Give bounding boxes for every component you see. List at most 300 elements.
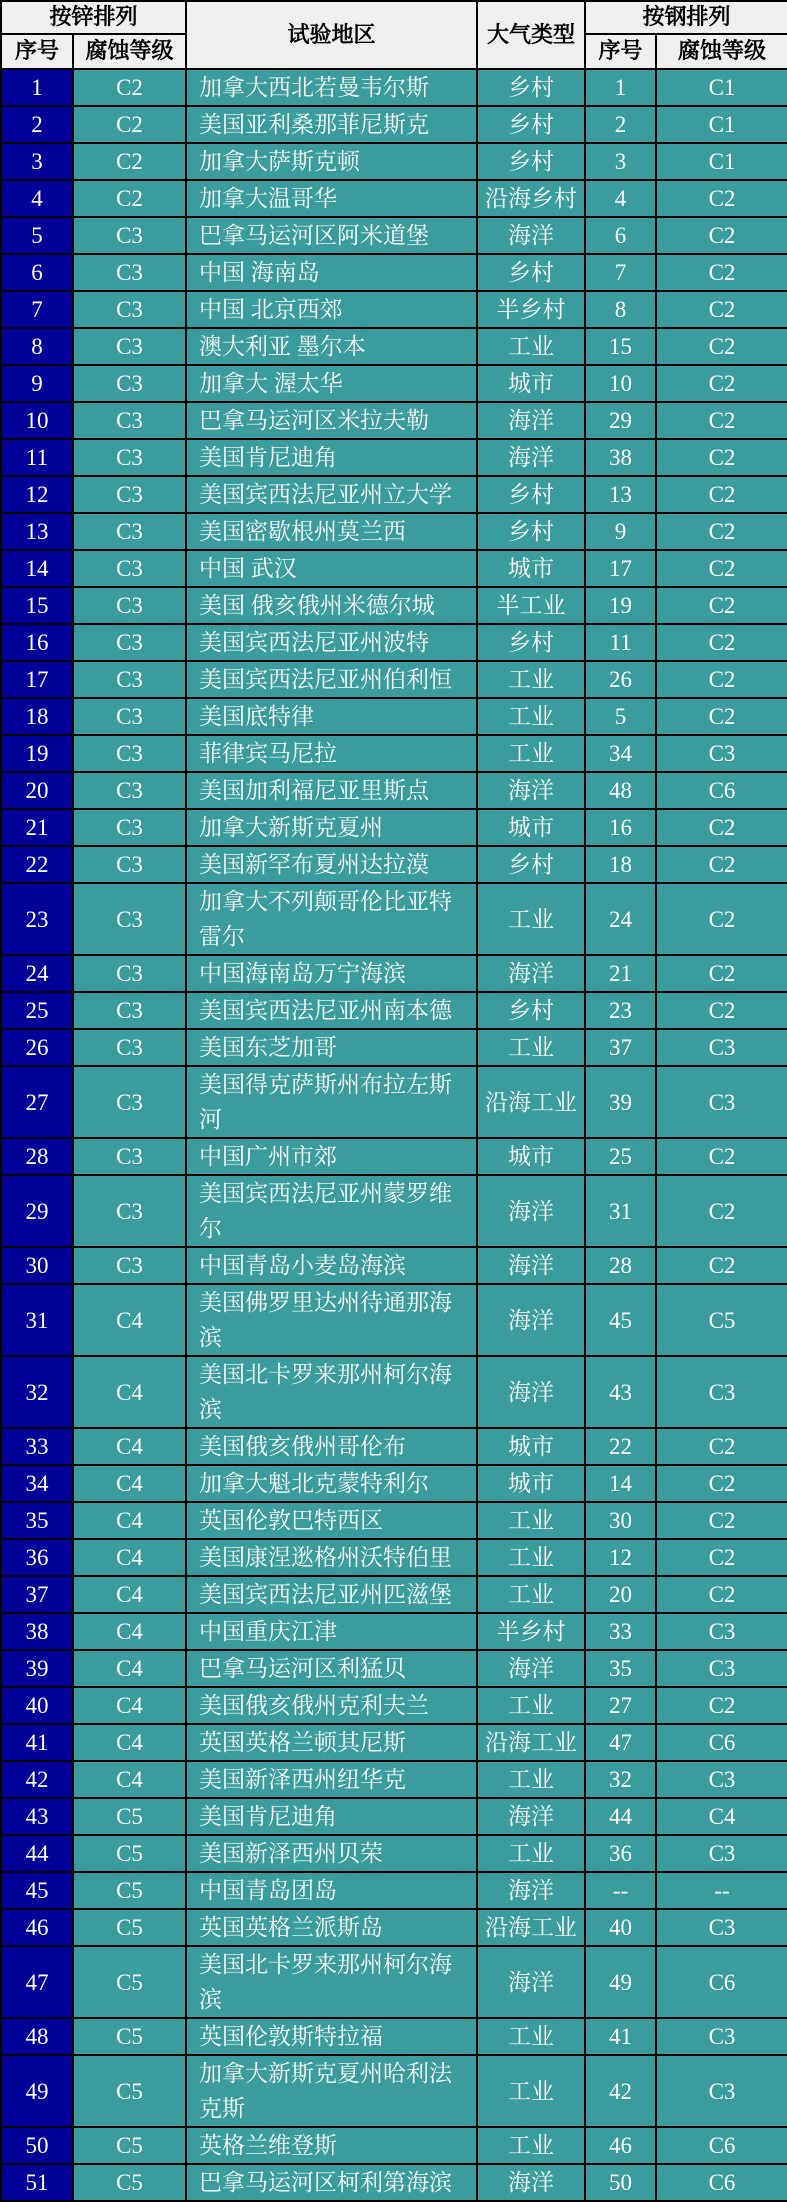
zinc-rank-cell: 3 [1, 143, 73, 180]
atmosphere-cell: 海洋 [477, 1356, 585, 1428]
atmosphere-cell: 工业 [477, 2055, 585, 2127]
steel-rank-cell: 32 [585, 1761, 656, 1798]
steel-rank-cell: 42 [585, 2055, 656, 2127]
atmosphere-cell: 海洋 [477, 1175, 585, 1247]
atmosphere-cell: 海洋 [477, 1247, 585, 1284]
region-cell: 中国 武汉 [186, 550, 477, 587]
zinc-rank-cell: 31 [1, 1284, 73, 1356]
region-cell: 美国肯尼迪角 [186, 1798, 477, 1835]
atmosphere-cell: 沿海乡村 [477, 180, 585, 217]
region-cell: 中国重庆江津 [186, 1613, 477, 1650]
zinc-grade-cell: C4 [73, 1428, 186, 1465]
region-cell: 英国英格兰派斯岛 [186, 1909, 477, 1946]
table-row [1, 106, 787, 143]
steel-rank-cell: 6 [585, 217, 656, 254]
table-row [1, 439, 787, 476]
zinc-grade-cell: C5 [73, 2018, 186, 2055]
atmosphere-cell: 乡村 [477, 513, 585, 550]
zinc-grade-cell: C3 [73, 328, 186, 365]
atmosphere-cell: 海洋 [477, 1284, 585, 1356]
zinc-group-header: 按锌排列 [1, 1, 186, 34]
steel-rank-cell: 44 [585, 1798, 656, 1835]
atmosphere-cell: 沿海工业 [477, 1724, 585, 1761]
steel-rank-cell: 34 [585, 735, 656, 772]
region-cell: 中国青岛小麦岛海滨 [186, 1247, 477, 1284]
steel-rank-cell: 50 [585, 2164, 656, 2201]
region-cell: 美国俄亥俄州哥伦布 [186, 1428, 477, 1465]
region-cell: 美国底特律 [186, 698, 477, 735]
zinc-grade-cell: C3 [73, 550, 186, 587]
zinc-grade-cell: C3 [73, 735, 186, 772]
zinc-index-header: 序号 [1, 34, 73, 69]
table-row [1, 143, 787, 180]
zinc-rank-cell: 34 [1, 1465, 73, 1502]
steel-grade-cell: C6 [656, 2127, 787, 2164]
region-cell: 美国北卡罗来那州柯尔海滨 [186, 1946, 477, 2018]
steel-grade-cell: C3 [656, 1029, 787, 1066]
steel-grade-cell: C3 [656, 735, 787, 772]
region-cell: 巴拿马运河区柯利第海滨 [186, 2164, 477, 2201]
atmosphere-cell: 工业 [477, 1502, 585, 1539]
zinc-grade-cell: C5 [73, 1946, 186, 2018]
steel-grade-cell: C6 [656, 772, 787, 809]
region-cell: 加拿大西北若曼韦尔斯 [186, 69, 477, 106]
region-cell: 美国 俄亥俄州米德尔城 [186, 587, 477, 624]
zinc-grade-cell: C3 [73, 1175, 186, 1247]
zinc-rank-cell: 16 [1, 624, 73, 661]
zinc-grade-header: 腐蚀等级 [73, 34, 186, 69]
table-row [1, 1138, 787, 1175]
zinc-rank-cell: 1 [1, 69, 73, 106]
region-cell: 美国新泽西州贝荣 [186, 1835, 477, 1872]
zinc-grade-cell: C5 [73, 2127, 186, 2164]
zinc-rank-cell: 41 [1, 1724, 73, 1761]
zinc-rank-cell: 37 [1, 1576, 73, 1613]
atmosphere-cell: 乡村 [477, 992, 585, 1029]
region-cell: 加拿大萨斯克顿 [186, 143, 477, 180]
steel-rank-cell: 7 [585, 254, 656, 291]
region-cell: 美国肯尼迪角 [186, 439, 477, 476]
steel-grade-cell: C3 [656, 1356, 787, 1428]
atmosphere-cell: 城市 [477, 550, 585, 587]
zinc-rank-cell: 15 [1, 587, 73, 624]
zinc-rank-cell: 8 [1, 328, 73, 365]
atmosphere-cell: 半工业 [477, 587, 585, 624]
steel-grade-cell: C2 [656, 439, 787, 476]
atmosphere-cell: 沿海工业 [477, 1066, 585, 1138]
steel-grade-cell: C2 [656, 1687, 787, 1724]
region-cell: 美国得克萨斯州布拉左斯河 [186, 1066, 477, 1138]
steel-grade-cell: C6 [656, 1946, 787, 2018]
table-row [1, 698, 787, 735]
region-cell: 巴拿马运河区利猛贝 [186, 1650, 477, 1687]
zinc-grade-cell: C3 [73, 217, 186, 254]
table-row [1, 587, 787, 624]
atmosphere-cell: 海洋 [477, 1798, 585, 1835]
zinc-grade-cell: C5 [73, 1835, 186, 1872]
zinc-rank-cell: 26 [1, 1029, 73, 1066]
zinc-rank-cell: 45 [1, 1872, 73, 1909]
region-cell: 美国新泽西州纽华克 [186, 1761, 477, 1798]
table-row [1, 402, 787, 439]
zinc-rank-cell: 43 [1, 1798, 73, 1835]
steel-rank-cell: 5 [585, 698, 656, 735]
table-row [1, 1687, 787, 1724]
table-row [1, 2018, 787, 2055]
steel-grade-cell: C2 [656, 698, 787, 735]
table-row [1, 476, 787, 513]
table-row [1, 883, 787, 955]
table-row [1, 291, 787, 328]
zinc-grade-cell: C3 [73, 772, 186, 809]
atmosphere-cell: 海洋 [477, 402, 585, 439]
region-cell: 美国亚利桑那菲尼斯克 [186, 106, 477, 143]
table-row [1, 69, 787, 106]
table-row [1, 1539, 787, 1576]
zinc-rank-cell: 32 [1, 1356, 73, 1428]
zinc-rank-cell: 17 [1, 661, 73, 698]
steel-rank-cell: 18 [585, 846, 656, 883]
zinc-rank-cell: 33 [1, 1428, 73, 1465]
steel-rank-cell: 37 [585, 1029, 656, 1066]
region-cell: 加拿大新斯克夏州哈利法克斯 [186, 2055, 477, 2127]
steel-grade-cell: C3 [656, 1761, 787, 1798]
zinc-grade-cell: C4 [73, 1284, 186, 1356]
steel-grade-cell: C2 [656, 846, 787, 883]
steel-rank-cell: 38 [585, 439, 656, 476]
steel-grade-cell: C2 [656, 254, 787, 291]
zinc-grade-cell: C3 [73, 1029, 186, 1066]
zinc-grade-cell: C2 [73, 106, 186, 143]
steel-group-header: 按钢排列 [585, 1, 787, 34]
zinc-rank-cell: 2 [1, 106, 73, 143]
zinc-grade-cell: C5 [73, 1909, 186, 1946]
steel-grade-cell: C3 [656, 1066, 787, 1138]
zinc-rank-cell: 19 [1, 735, 73, 772]
atmosphere-cell: 海洋 [477, 955, 585, 992]
steel-grade-cell: C2 [656, 809, 787, 846]
table-row [1, 328, 787, 365]
zinc-rank-cell: 50 [1, 2127, 73, 2164]
atmosphere-cell: 海洋 [477, 439, 585, 476]
zinc-rank-cell: 21 [1, 809, 73, 846]
atmosphere-cell: 工业 [477, 2127, 585, 2164]
zinc-grade-cell: C4 [73, 1356, 186, 1428]
zinc-rank-cell: 38 [1, 1613, 73, 1650]
zinc-grade-cell: C3 [73, 402, 186, 439]
zinc-grade-cell: C4 [73, 1650, 186, 1687]
region-cell: 美国宾西法尼亚州伯利恒 [186, 661, 477, 698]
steel-grade-cell: C2 [656, 365, 787, 402]
zinc-grade-cell: C5 [73, 2055, 186, 2127]
region-cell: 加拿大新斯克夏州 [186, 809, 477, 846]
region-cell: 加拿大温哥华 [186, 180, 477, 217]
region-cell: 加拿大不列颠哥伦比亚特雷尔 [186, 883, 477, 955]
steel-grade-cell: C2 [656, 1502, 787, 1539]
steel-rank-cell: 22 [585, 1428, 656, 1465]
table-row [1, 254, 787, 291]
steel-rank-cell: 45 [585, 1284, 656, 1356]
steel-rank-cell: 43 [585, 1356, 656, 1428]
steel-grade-cell: C6 [656, 2164, 787, 2201]
steel-rank-cell: 14 [585, 1465, 656, 1502]
zinc-rank-cell: 9 [1, 365, 73, 402]
atmosphere-cell: 海洋 [477, 772, 585, 809]
zinc-rank-cell: 39 [1, 1650, 73, 1687]
zinc-grade-cell: C4 [73, 1687, 186, 1724]
atmosphere-cell: 半乡村 [477, 1613, 585, 1650]
zinc-rank-cell: 4 [1, 180, 73, 217]
zinc-grade-cell: C4 [73, 1465, 186, 1502]
steel-rank-cell: 31 [585, 1175, 656, 1247]
steel-grade-cell: C2 [656, 1576, 787, 1613]
atmosphere-cell: 乡村 [477, 143, 585, 180]
table-row [1, 624, 787, 661]
steel-rank-cell: 47 [585, 1724, 656, 1761]
table-row [1, 735, 787, 772]
zinc-grade-cell: C3 [73, 587, 186, 624]
atmosphere-cell: 工业 [477, 2018, 585, 2055]
atmosphere-cell: 乡村 [477, 624, 585, 661]
table-row [1, 1835, 787, 1872]
zinc-grade-cell: C3 [73, 439, 186, 476]
steel-rank-cell: 13 [585, 476, 656, 513]
steel-grade-cell: C2 [656, 587, 787, 624]
zinc-grade-cell: C3 [73, 883, 186, 955]
atmosphere-cell: 工业 [477, 735, 585, 772]
region-cell: 加拿大 渥太华 [186, 365, 477, 402]
zinc-grade-cell: C5 [73, 1872, 186, 1909]
zinc-grade-cell: C3 [73, 1247, 186, 1284]
atmosphere-cell: 工业 [477, 1539, 585, 1576]
table-row [1, 1284, 787, 1356]
steel-rank-cell: 49 [585, 1946, 656, 2018]
steel-grade-cell: C2 [656, 661, 787, 698]
zinc-rank-cell: 24 [1, 955, 73, 992]
table-header [1, 1, 787, 69]
region-cell: 美国宾西法尼亚州立大学 [186, 476, 477, 513]
atmosphere-cell: 沿海工业 [477, 1909, 585, 1946]
region-cell: 美国密歇根州莫兰西 [186, 513, 477, 550]
table-row [1, 217, 787, 254]
steel-grade-cell: -- [656, 1872, 787, 1909]
atmosphere-cell: 工业 [477, 883, 585, 955]
steel-rank-cell: 24 [585, 883, 656, 955]
region-cell: 加拿大魁北克蒙特利尔 [186, 1465, 477, 1502]
zinc-rank-cell: 27 [1, 1066, 73, 1138]
atmosphere-cell: 城市 [477, 1465, 585, 1502]
steel-grade-cell: C2 [656, 1247, 787, 1284]
atmosphere-cell: 半乡村 [477, 291, 585, 328]
zinc-grade-cell: C3 [73, 955, 186, 992]
zinc-grade-cell: C2 [73, 143, 186, 180]
table-row [1, 1872, 787, 1909]
table-row [1, 1029, 787, 1066]
steel-grade-cell: C1 [656, 143, 787, 180]
zinc-rank-cell: 51 [1, 2164, 73, 2201]
table-row [1, 513, 787, 550]
table-row [1, 1909, 787, 1946]
steel-grade-cell: C2 [656, 1539, 787, 1576]
zinc-rank-cell: 28 [1, 1138, 73, 1175]
region-cell: 巴拿马运河区米拉夫勒 [186, 402, 477, 439]
atmosphere-cell: 城市 [477, 365, 585, 402]
region-cell: 美国宾西法尼亚州匹滋堡 [186, 1576, 477, 1613]
atmosphere-cell: 工业 [477, 1761, 585, 1798]
atmosphere-cell: 城市 [477, 1428, 585, 1465]
table-row [1, 1724, 787, 1761]
table-row [1, 550, 787, 587]
atmosphere-cell: 城市 [477, 809, 585, 846]
zinc-grade-cell: C4 [73, 1576, 186, 1613]
table-row [1, 1576, 787, 1613]
steel-grade-cell: C2 [656, 883, 787, 955]
zinc-grade-cell: C3 [73, 661, 186, 698]
table-row [1, 1428, 787, 1465]
atmosphere-cell: 乡村 [477, 254, 585, 291]
zinc-grade-cell: C3 [73, 846, 186, 883]
table-row [1, 1761, 787, 1798]
zinc-grade-cell: C4 [73, 1613, 186, 1650]
zinc-rank-cell: 23 [1, 883, 73, 955]
steel-rank-cell: 19 [585, 587, 656, 624]
zinc-grade-cell: C4 [73, 1724, 186, 1761]
table-row [1, 1798, 787, 1835]
steel-rank-cell: 10 [585, 365, 656, 402]
table-row [1, 809, 787, 846]
table-body [1, 69, 787, 2201]
steel-rank-cell: 40 [585, 1909, 656, 1946]
zinc-grade-cell: C4 [73, 1761, 186, 1798]
zinc-rank-cell: 20 [1, 772, 73, 809]
region-cell: 中国 北京西郊 [186, 291, 477, 328]
region-cell: 中国海南岛万宁海滨 [186, 955, 477, 992]
steel-rank-cell: 2 [585, 106, 656, 143]
table-row [1, 1066, 787, 1138]
steel-grade-cell: C2 [656, 955, 787, 992]
atmosphere-header: 大气类型 [477, 1, 585, 69]
atmosphere-cell: 工业 [477, 1687, 585, 1724]
region-cell: 美国宾西法尼亚州南本德 [186, 992, 477, 1029]
steel-rank-cell: 28 [585, 1247, 656, 1284]
atmosphere-cell: 工业 [477, 698, 585, 735]
steel-grade-cell: C3 [656, 1613, 787, 1650]
zinc-rank-cell: 29 [1, 1175, 73, 1247]
steel-grade-cell: C2 [656, 476, 787, 513]
zinc-rank-cell: 46 [1, 1909, 73, 1946]
steel-grade-cell: C2 [656, 291, 787, 328]
steel-rank-cell: 1 [585, 69, 656, 106]
steel-rank-cell: 11 [585, 624, 656, 661]
steel-rank-cell: 29 [585, 402, 656, 439]
steel-grade-cell: C3 [656, 1650, 787, 1687]
table-row [1, 1356, 787, 1428]
steel-grade-cell: C3 [656, 1909, 787, 1946]
steel-rank-cell: 16 [585, 809, 656, 846]
steel-grade-cell: C2 [656, 217, 787, 254]
steel-rank-cell: 33 [585, 1613, 656, 1650]
atmosphere-cell: 海洋 [477, 1650, 585, 1687]
steel-rank-cell: 27 [585, 1687, 656, 1724]
steel-rank-cell: 15 [585, 328, 656, 365]
atmosphere-cell: 工业 [477, 328, 585, 365]
steel-rank-cell: 20 [585, 1576, 656, 1613]
steel-rank-cell: 30 [585, 1502, 656, 1539]
steel-rank-cell: 9 [585, 513, 656, 550]
steel-rank-cell: 48 [585, 772, 656, 809]
region-cell: 英国英格兰顿其尼斯 [186, 1724, 477, 1761]
region-cell: 菲律宾马尼拉 [186, 735, 477, 772]
zinc-rank-cell: 47 [1, 1946, 73, 2018]
table-row [1, 2055, 787, 2127]
zinc-rank-cell: 25 [1, 992, 73, 1029]
header-group-row [1, 1, 787, 34]
zinc-grade-cell: C3 [73, 513, 186, 550]
table-row [1, 955, 787, 992]
steel-rank-cell: 12 [585, 1539, 656, 1576]
zinc-grade-cell: C3 [73, 365, 186, 402]
steel-grade-cell: C4 [656, 1798, 787, 1835]
zinc-grade-cell: C3 [73, 698, 186, 735]
zinc-grade-cell: C3 [73, 809, 186, 846]
zinc-rank-cell: 35 [1, 1502, 73, 1539]
steel-rank-cell: 25 [585, 1138, 656, 1175]
table-row [1, 992, 787, 1029]
table-row [1, 1650, 787, 1687]
region-cell: 中国广州市郊 [186, 1138, 477, 1175]
zinc-rank-cell: 14 [1, 550, 73, 587]
zinc-grade-cell: C3 [73, 254, 186, 291]
zinc-rank-cell: 11 [1, 439, 73, 476]
atmosphere-cell: 工业 [477, 1576, 585, 1613]
steel-rank-cell: 21 [585, 955, 656, 992]
steel-grade-cell: C2 [656, 550, 787, 587]
region-cell: 美国宾西法尼亚州蒙罗维尔 [186, 1175, 477, 1247]
zinc-grade-cell: C2 [73, 69, 186, 106]
table-row [1, 846, 787, 883]
zinc-grade-cell: C3 [73, 992, 186, 1029]
steel-grade-cell: C5 [656, 1284, 787, 1356]
atmosphere-cell: 工业 [477, 1029, 585, 1066]
region-cell: 英国伦敦巴特西区 [186, 1502, 477, 1539]
region-cell: 美国北卡罗来那州柯尔海滨 [186, 1356, 477, 1428]
steel-rank-cell: -- [585, 1872, 656, 1909]
region-header: 试验地区 [186, 1, 477, 69]
zinc-rank-cell: 6 [1, 254, 73, 291]
steel-rank-cell: 46 [585, 2127, 656, 2164]
region-cell: 巴拿马运河区阿米道堡 [186, 217, 477, 254]
steel-grade-header: 腐蚀等级 [656, 34, 787, 69]
zinc-grade-cell: C5 [73, 2164, 186, 2201]
steel-grade-cell: C2 [656, 513, 787, 550]
zinc-rank-cell: 44 [1, 1835, 73, 1872]
steel-rank-cell: 35 [585, 1650, 656, 1687]
table-row [1, 1613, 787, 1650]
region-cell: 美国佛罗里达州待通那海滨 [186, 1284, 477, 1356]
steel-grade-cell: C3 [656, 2018, 787, 2055]
zinc-rank-cell: 40 [1, 1687, 73, 1724]
steel-grade-cell: C2 [656, 1138, 787, 1175]
steel-grade-cell: C2 [656, 328, 787, 365]
steel-rank-cell: 39 [585, 1066, 656, 1138]
steel-grade-cell: C2 [656, 1175, 787, 1247]
steel-grade-cell: C2 [656, 402, 787, 439]
zinc-grade-cell: C3 [73, 1066, 186, 1138]
zinc-grade-cell: C3 [73, 624, 186, 661]
zinc-rank-cell: 30 [1, 1247, 73, 1284]
steel-grade-cell: C2 [656, 992, 787, 1029]
region-cell: 美国宾西法尼亚州波特 [186, 624, 477, 661]
